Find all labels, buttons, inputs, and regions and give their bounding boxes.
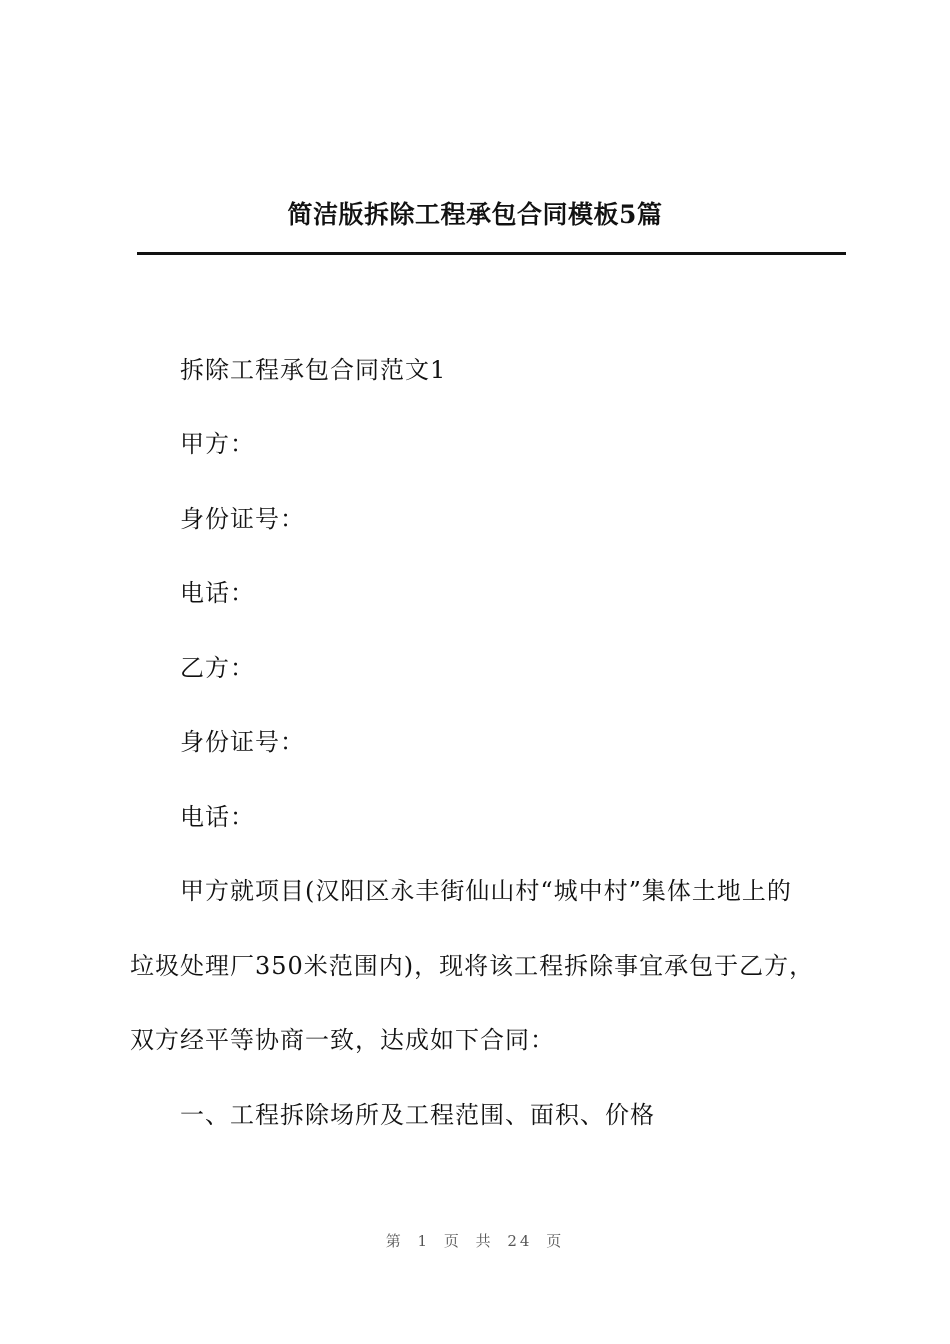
clause-heading: 一、工程拆除场所及工程范围、面积、价格 bbox=[180, 1101, 655, 1129]
party-a-phone-label: 电话： bbox=[180, 579, 255, 607]
party-b-id-label: 身份证号： bbox=[180, 728, 305, 756]
title-divider bbox=[137, 252, 846, 255]
party-b-label: 乙方： bbox=[180, 654, 255, 682]
document-title: 简洁版拆除工程承包合同模板5篇 bbox=[287, 200, 663, 229]
paragraph-line: 甲方就项目(汉阳区永丰街仙山村“城中村”集体土地上的 bbox=[180, 877, 792, 905]
party-a-label: 甲方： bbox=[180, 430, 255, 458]
party-b-phone-label: 电话： bbox=[180, 803, 255, 831]
party-a-id-label: 身份证号： bbox=[180, 505, 305, 533]
paragraph-line: 双方经平等协商一致，达成如下合同： bbox=[130, 1026, 555, 1054]
paragraph-line: 垃圾处理厂350米范围内)，现将该工程拆除事宜承包于乙方， bbox=[130, 952, 815, 980]
page-number: 第 1 页 共 24 页 bbox=[385, 1232, 565, 1250]
section-heading: 拆除工程承包合同范文1 bbox=[180, 356, 447, 384]
